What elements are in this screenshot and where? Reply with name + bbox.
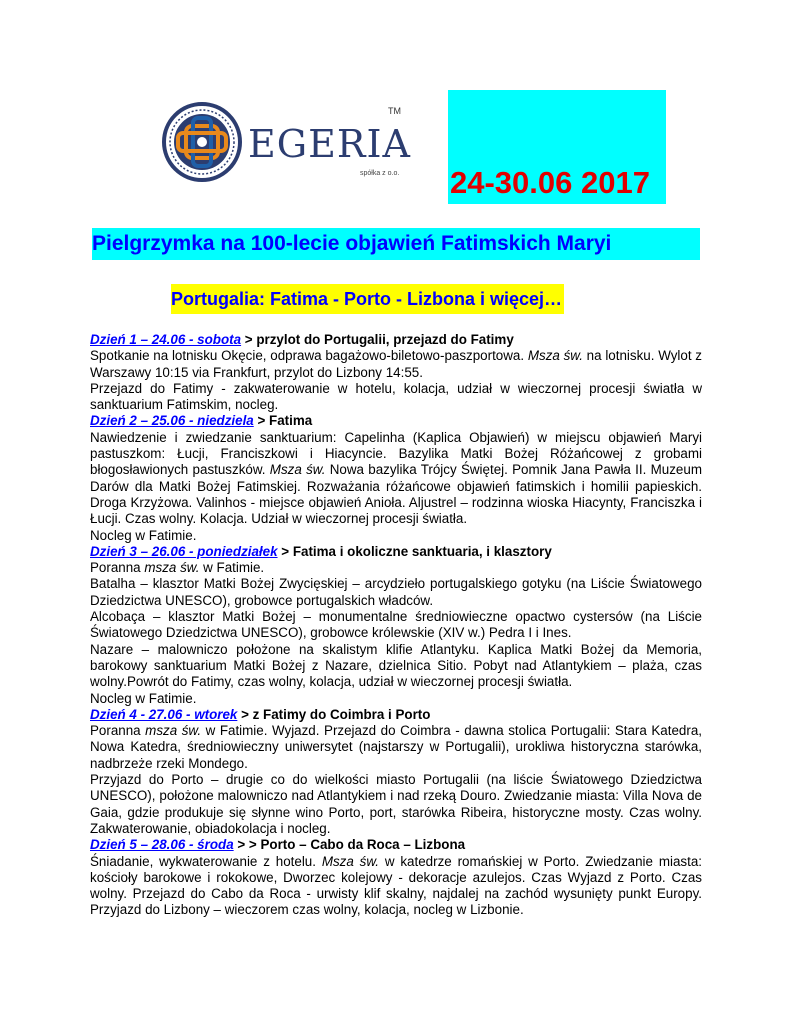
day-paragraph xyxy=(90,723,702,772)
paragraph-text: Nocleg w Fatimie. xyxy=(90,527,197,543)
day-label-link[interactable]: Dzień 2 – 25.06 - niedziela xyxy=(90,413,254,429)
logo-subtitle: spółka z o.o. xyxy=(360,170,400,177)
trip-date: 24-30.06 2017 xyxy=(450,165,650,200)
day-paragraph xyxy=(90,528,702,544)
itinerary xyxy=(90,332,702,919)
mass-emphasis: msza św. xyxy=(145,723,202,739)
paragraph-text: Nazare – malowniczo położone na skalistym klifie Atlantyku. Kaplica Matki Bożej da Memoria, barokowy sanktuarium Matki Bożej z Nazare, dzielnica Sitio. Pobyt nad Atlantykiem – plaża, czas wolny.Powrót do Fatimy, czas wolny, kolacja, udział w wieczornej procesji światła. xyxy=(90,641,702,690)
paragraph-text: Alcobaça – klasztor Matki Bożej – monumentalne średniowieczne opactwo cystersów (na Liście Światowego Dziedzictwa UNESCO), grobowce królewskie (XIV w.) Pedra I i Ines. xyxy=(90,609,702,641)
day-block xyxy=(90,837,702,918)
day-paragraph xyxy=(90,430,702,528)
day-block xyxy=(90,707,702,837)
day-paragraph xyxy=(90,576,702,609)
day-separator: > xyxy=(277,543,293,559)
paragraph-text: Nowa bazylika Trójcy Świętej. Pomnik Jana Pawła II. Muzeum Darów dla Matki Bożej Fatimskiej. Rozważania różańcowe objawień fatimskich i homilii papieskich. Droga Krzyżowa. Valinhos - miejsce objawień Anioła. Aljustrel – rodzinna wioska Hiacynty, Franciszka i Łucji. Czas wolny. Kolacja. Udział w wieczornej procesji światła. xyxy=(90,462,702,527)
paragraph-text: na lotnisku. Wylot z Warszawy 10:15 via Frankfurt, przylot do Lizbony 14:55. xyxy=(90,348,702,380)
day-paragraph xyxy=(90,609,702,642)
paragraph-text: w katedrze romańskiej w Porto. Zwiedzanie miasta: kościoły barokowe i rokokowe, Dworzec kolejowy - dekoracje azulejos. Czas Wyjazd z Porto. Czas wolny. Przejazd do Cabo da Roca - urwisty klif skalny, najdalej na zachód wysunięty punkt Europy. Przyjazd do Lizbony – wieczorem czas wolny, kolacja, nocleg w Lizbonie. xyxy=(90,853,702,918)
day-heading xyxy=(90,413,702,429)
paragraph-text: Przyjazd do Porto – drugie co do wielkości miasto Portugalii (na liście Światowego Dziedzictwa UNESCO), położone malowniczo nad Atlantykiem i nad rzeką Douro. Zwiedzanie miasta: Villa Nova de Gaia, gdzie produkuje się słynne wino Porto, port, starówka Ribeira, historyczne mosty. Czas wolny. Zakwaterowanie, obiadokolacja i nocleg. xyxy=(90,772,702,836)
logo-trademark: TM xyxy=(388,106,401,116)
day-separator: > xyxy=(241,332,257,347)
mass-emphasis: Msza św. xyxy=(527,348,583,364)
day-title: Fatima xyxy=(269,413,313,429)
paragraph-text: Przejazd do Fatimy - zakwaterowanie w hotelu, kolacja, udział w wieczornej procesji światła w sanktuarium Fatimskim, nocleg. xyxy=(90,380,702,413)
paragraph-text: w Fatimie. Wyjazd. Przejazd do Coimbra - dawna stolica Portugalii: Stara Katedra, Nowa Katedra, średniowieczny uniwersytet (najstarszy w Portugalii), urokliwa historyczna starówka, nadbrzeże rzeki Mondego. xyxy=(90,723,702,771)
day-heading xyxy=(90,544,702,560)
paragraph-text: Batalha – klasztor Matki Bożej Zwycięskiej – arcydzieło portugalskiego gotyku (na Liście Światowego Dziedzictwa UNESCO), grobowce portugalskich władców. xyxy=(90,576,702,608)
day-separator: > xyxy=(237,706,253,722)
paragraph-text: Nocleg w Fatimie. xyxy=(90,690,197,706)
day-label-link[interactable]: Dzień 3 – 26.06 - poniedziałek xyxy=(90,543,278,559)
paragraph-text: w Fatimie. xyxy=(199,560,265,576)
day-title: z Fatimy do Coimbra i Porto xyxy=(252,706,431,722)
day-heading xyxy=(90,707,702,723)
day-block xyxy=(90,413,702,543)
paragraph-text: Nawiedzenie i zwiedzanie sanktuarium: Capelinha (Kaplica Objawień) w miejscu objawień Maryi pastuszkom: Łucji, Franciszkowi i Hiacyncie. Bazylika Matki Bożej Różańcowej z grobami błogosławionych pastuszków. xyxy=(90,429,702,478)
day-title: Porto – Cabo da Roca – Lizbona xyxy=(260,837,466,853)
day-paragraph xyxy=(90,772,702,837)
day-separator: > xyxy=(253,413,270,429)
mass-emphasis: Msza św. xyxy=(269,462,326,478)
day-paragraph xyxy=(90,642,702,691)
day-paragraph xyxy=(90,854,702,919)
day-block xyxy=(90,332,702,413)
day-separator: > > xyxy=(233,837,261,853)
day-block xyxy=(90,544,702,707)
paragraph-text: Poranna xyxy=(90,560,145,576)
paragraph-text: Poranna xyxy=(90,723,146,739)
day-label-link[interactable]: Dzień 4 - 27.06 - wtorek xyxy=(90,706,238,722)
day-paragraph xyxy=(90,348,702,381)
day-label-link[interactable]: Dzień 1 – 24.06 - sobota xyxy=(90,332,242,347)
paragraph-text: Spotkanie na lotnisku Okęcie, odprawa bagażowo-biletowo-paszportowa. xyxy=(90,348,528,364)
mass-emphasis: msza św. xyxy=(144,560,200,576)
day-title: Fatima i okoliczne sanktuaria, i klasztory xyxy=(292,543,552,559)
day-label-link[interactable]: Dzień 5 – 28.06 - środa xyxy=(90,837,234,853)
day-heading xyxy=(90,332,702,348)
logo-wordmark: EGERIA xyxy=(248,122,411,166)
day-title: przylot do Portugalii, przejazd do Fatimy xyxy=(256,332,514,347)
paragraph-text: Śniadanie, wykwaterowanie z hotelu. xyxy=(90,853,322,869)
day-heading xyxy=(90,837,702,853)
celtic-knot-logo-icon xyxy=(162,102,242,182)
page-subtitle: Portugalia: Fatima - Porto - Lizbona i więcej… xyxy=(171,284,564,314)
mass-emphasis: Msza św. xyxy=(321,853,379,869)
page-title: Pielgrzymka na 100-lecie objawień Fatimskich Maryi xyxy=(92,228,700,260)
day-paragraph xyxy=(90,381,702,414)
company-logo xyxy=(160,100,410,200)
day-paragraph xyxy=(90,560,702,576)
day-paragraph xyxy=(90,691,702,707)
